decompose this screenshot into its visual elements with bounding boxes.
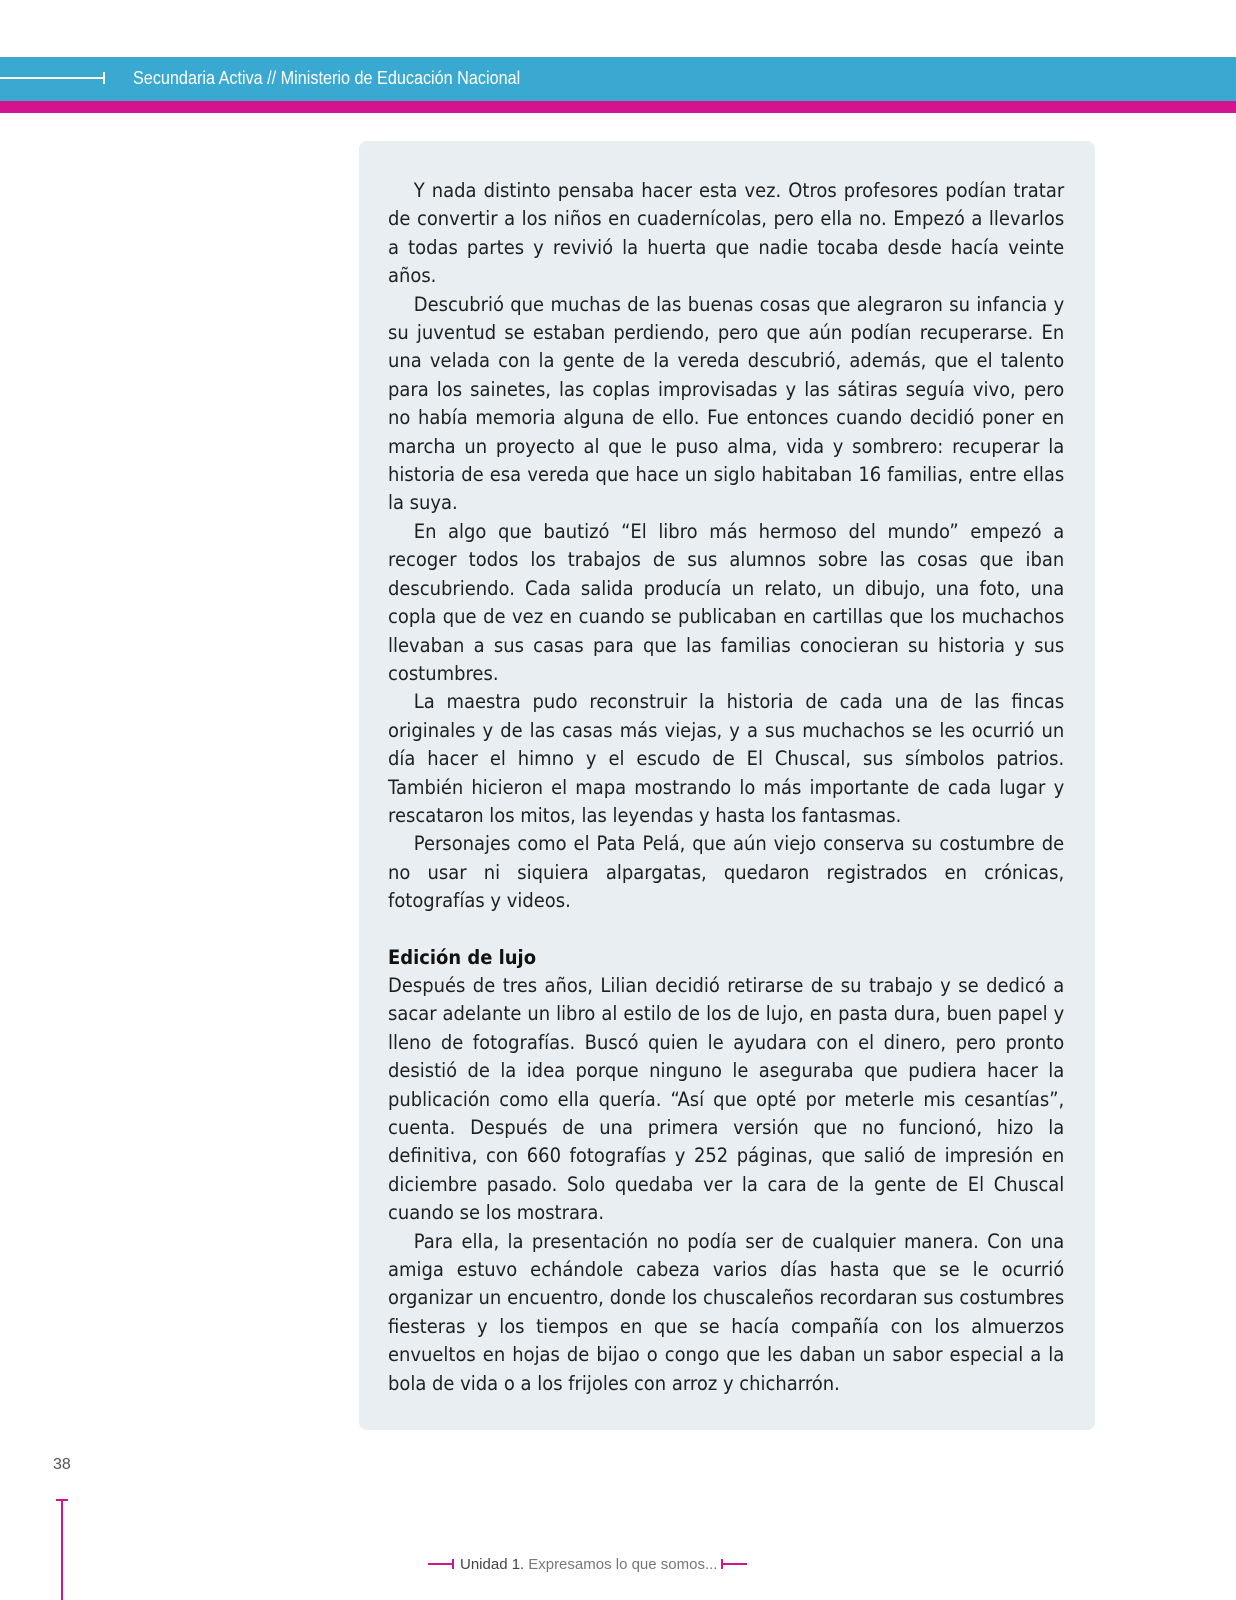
section-paragraph-2: Para ella, la presentación no podía ser de cualquier manera. Con una amiga estuvo echándole cabeza varios días hasta que se le ocurrió organizar un encuentro, donde los chuscaleños recordaran sus costumbres fiesteras y los tiempos en que se hacía compañía con los almuerzos envueltos en hojas de bijao o congo que les daban un sabor especial a la bola de vida o a los frijoles con arroz y chicharrón.	[388, 1229, 1065, 1395]
header-stripe	[0, 101, 1236, 113]
header-title: Secundaria Activa // Ministerio de Educación Nacional	[133, 68, 521, 88]
footer-unit-title: Expresamos lo que somos...	[528, 1555, 718, 1573]
paragraph-5: Personajes como el Pata Pelá, que aún viejo conserva su costumbre de no usar ni siquiera alpargatas, quedaron registrados en crónicas, fotografías y videos.	[388, 832, 1065, 913]
paragraph-4: La maestra pudo reconstruir la historia de cada una de las fincas originales y de las casas más viejas, y a sus muchachos se les ocurrió un día hacer el himno y el escudo de El Chuscal, sus símbolos patrios. También hicieron el mapa mostrando lo más importante de cada lugar y rescataron los mitos, las leyendas y hasta los fantasmas.	[388, 690, 1065, 827]
footer-right-rule	[721, 1563, 747, 1565]
section-heading: Edición de lujo	[388, 945, 537, 969]
paragraph-1: Y nada distinto pensaba hacer esta vez. Otros profesores podían tratar de convertir a los niños en cuadernícolas, pero ella no. Empezó a llevarlos a todas partes y revivió la huerta que nadie tocaba desde hacía veinte años.	[388, 179, 1065, 288]
footer	[428, 1552, 747, 1576]
paragraph-2: Descubrió que muchas de las buenas cosas que alegraron su infancia y su juventud se estaban perdiendo, pero que aún podían recuperarse. En una velada con la gente de la vereda descubrió, además, que el talento para los sainetes, las coplas improvisadas y las sátiras seguía vivo, pero no había memoria alguna de ello. Fue entonces cuando decidió poner en marcha un proyecto al que le puso alma, vida y sombrero: recuperar la historia de esa vereda que hace un siglo habitaban 16 familias, entre ellas la suya.	[388, 292, 1065, 515]
footer-left-rule	[428, 1563, 454, 1565]
header-rule	[0, 77, 104, 79]
page-number: 38	[53, 1456, 71, 1473]
header-rule-tick	[103, 72, 105, 84]
section-paragraph-1: Después de tres años, Lilian decidió retirarse de su trabajo y se dedicó a sacar adelante un libro al estilo de los de lujo, en pasta dura, buen papel y lleno de fotografías. Buscó quien le ayudara con el dinero, pero pronto desistió de la idea porque ninguno le aseguraba que pudiera hacer la publicación como ella quería. “Así que opté por meterle mis cesantías”, cuenta. Después de una primera versión que no funcionó, hizo la definitiva, con 660 fotografías y 252 páginas, que salió de impresión en diciembre pasado. Solo quedaba ver la cara de la gente de El Chuscal cuando se los mostrara.	[388, 973, 1065, 1225]
side-rule	[61, 1500, 63, 1600]
paragraph-3: En algo que bautizó “El libro más hermoso del mundo” empezó a recoger todos los trabajos de sus alumnos sobre las cosas que iban descubriendo. Cada salida producía un relato, un dibujo, una foto, una copla que de vez en cuando se publicaban en cartillas que los muchachos llevaban a sus casas para que las familias conocieran su historia y sus costumbres.	[388, 519, 1065, 685]
reading-box	[359, 141, 1095, 1430]
footer-unit-label: Unidad 1.	[460, 1555, 525, 1573]
